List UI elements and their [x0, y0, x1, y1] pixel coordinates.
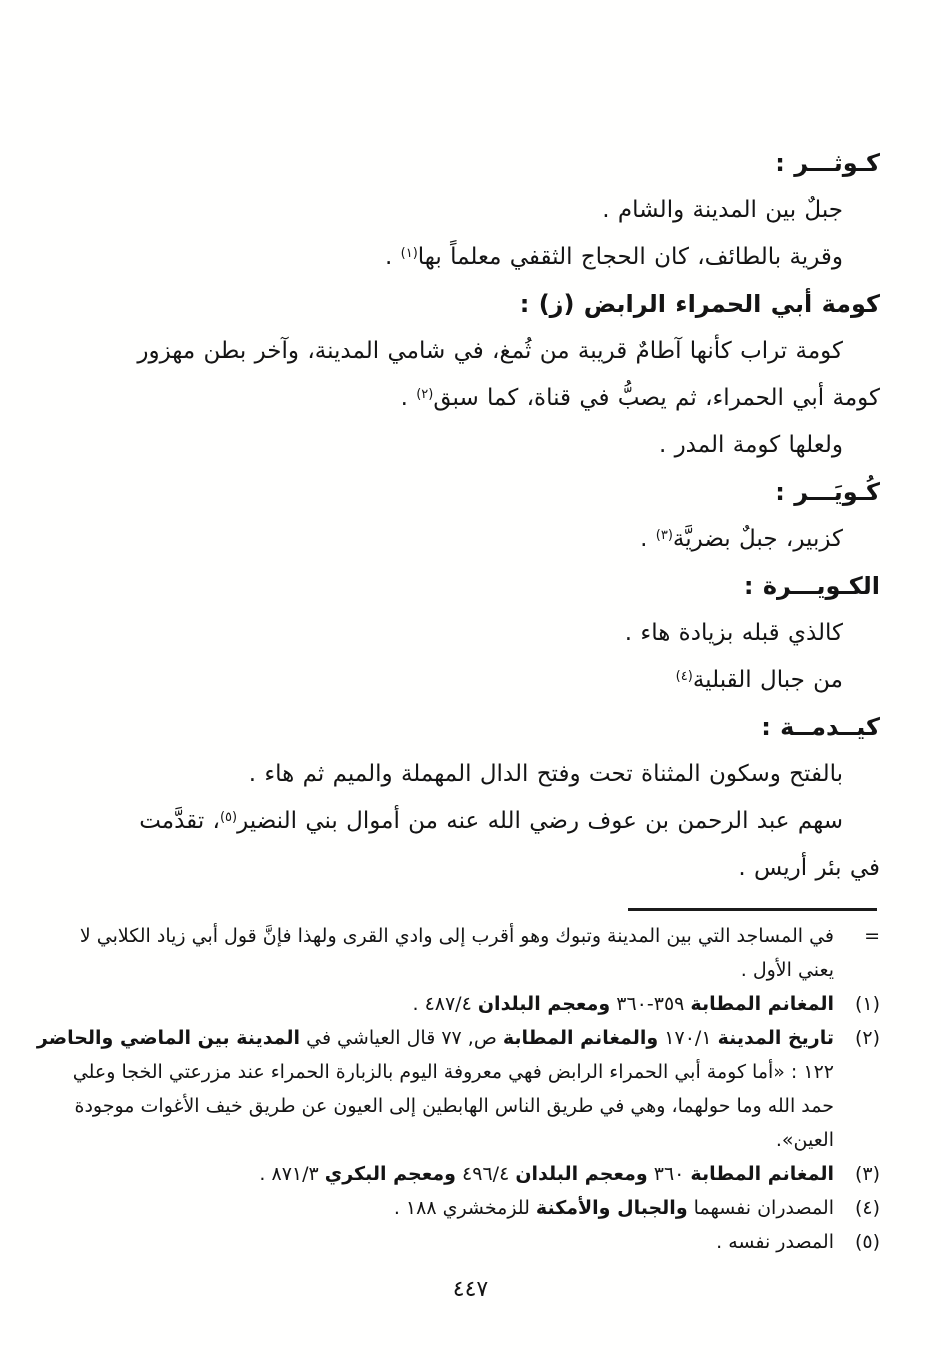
- footnote-line: حمد الله وما حولهما، وهي في طريق الناس الهابطين إلى العيون عن طريق خيف الأغوات موجودة: [74, 1095, 834, 1117]
- footnote-marker: (٤): [854, 1197, 880, 1219]
- footnote-body: [90, 1191, 834, 1225]
- page-number: ٤٤٧: [452, 1277, 489, 1302]
- body-line: وقرية بالطائف، كان الحجاج الثقفي معلماً بها$^{(١)}$ .: [385, 244, 843, 270]
- footnotes: [36, 919, 880, 1259]
- footnote-line: في المساجد التي بين المدينة وتبوك وهو أقرب إلى وادي القرى ولهذا فإنَّ قول أبي زياد الكلابي لا: [79, 925, 834, 947]
- footnote-body: [90, 1225, 834, 1259]
- body-text: [36, 140, 880, 1259]
- footnote-marker: (٢): [854, 1027, 880, 1049]
- body-line: سهم عبد الرحمن بن عوف رضي الله عنه من أموال بني النضير$^{(٥)}$، تقدَّمت: [139, 808, 843, 834]
- footnote-continuation-marker: =: [864, 925, 880, 947]
- footnote-line: المصدر نفسه .: [716, 1231, 834, 1253]
- entry-heading: الكـويـــرة :: [743, 572, 880, 600]
- body-line: في بئر أريس .: [738, 855, 880, 881]
- entry-heading: كـوثـــر :: [775, 149, 880, 177]
- footnote-line: المغانم المطابة ٣٦٠ ومعجم البلدان ٤٩٦/٤ ومعجم البكري ٨٧١/٣ .: [259, 1163, 834, 1185]
- body-line: بالفتح وسكون المثناة تحت وفتح الدال المهملة والميم ثم هاء .: [248, 761, 843, 787]
- footnote-item: [79, 919, 880, 987]
- body-line: جبلٌ بين المدينة والشام .: [602, 197, 843, 223]
- entry-heading: كيــدمــة :: [761, 713, 880, 741]
- footnote-line: المصدران نفسهما والجبال والأمكنة للزمخشري ١٨٨ .: [393, 1197, 834, 1219]
- body-line: كومة أبي الحمراء، ثم يصبُّ في قناة، كما سبق$^{(٢)}$ .: [400, 385, 880, 411]
- footnote-item: [90, 1225, 880, 1259]
- entry-heading: كُـويَـــر :: [775, 478, 880, 506]
- body-line: كزبير، جبلٌ بضريَّة$^{(٣)}$ .: [640, 526, 843, 552]
- footnote-line: ١٢٢ : «أما كومة أبي الحمراء الرابض فهي معروفة اليوم بالزبارة الحمراء عند مزرعتي الخجا وعلي: [72, 1061, 834, 1083]
- footnote-separator: [628, 908, 877, 911]
- footnote-item: [90, 1191, 880, 1225]
- footnote-item: [90, 1157, 880, 1191]
- body-line: ولعلها كومة المدر .: [658, 432, 843, 458]
- footnote-body: [79, 919, 834, 987]
- footnote-marker: (١): [854, 993, 880, 1015]
- footnote-marker: (٣): [854, 1163, 880, 1185]
- footnote-body: [90, 987, 834, 1021]
- footnote-line: يعني الأول .: [740, 959, 834, 981]
- footnote-body: [36, 1021, 834, 1157]
- entry-heading: كومة أبي الحمراء الرابض (ز) :: [519, 290, 880, 318]
- footnote-item: [36, 1021, 880, 1157]
- body-line: كالذي قبله بزيادة هاء .: [624, 620, 843, 646]
- footnote-line: العين».: [775, 1129, 834, 1151]
- body-line: من جبال القبلية$^{(٤)}$: [675, 667, 843, 693]
- footnote-line: تاريخ المدينة ١٧٠/١ والمغانم المطابة ص, ٧٧ قال العياشي في المدينة بين الماضي والحاضر: [36, 1027, 834, 1049]
- footnote-body: [90, 1157, 834, 1191]
- body-line: كومة تراب كأنها آطامٌ قريبة من ثُمغ، في شامي المدينة، وآخر بطن مهزور: [137, 338, 843, 364]
- footnote-line: المغانم المطابة ٣٥٩-٣٦٠ ومعجم البلدان ٤٨٧/٤ .: [412, 993, 834, 1015]
- footnote-item: [90, 987, 880, 1021]
- footnote-marker: (٥): [854, 1231, 880, 1253]
